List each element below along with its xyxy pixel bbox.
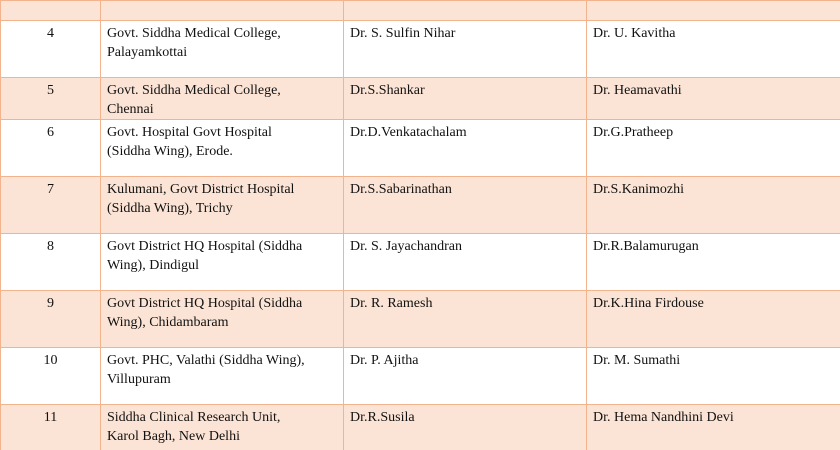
institution-line: Wing), Dindigul: [107, 258, 199, 273]
co-investigator-cell: [587, 291, 840, 348]
co-investigator-cell: [587, 405, 840, 450]
institution-line: (Siddha Wing), Erode.: [107, 144, 233, 159]
institution-line: Karol Bagh, New Delhi: [107, 429, 240, 444]
serial-number-cell: [1, 177, 101, 234]
institution-cell: [101, 120, 344, 177]
serial-number: 10: [43, 353, 58, 368]
investigator-name: Dr.S.Shankar: [350, 83, 425, 98]
investigator-name: Dr.D.Venkatachalam: [350, 125, 467, 140]
co-investigator-cell: [587, 21, 840, 78]
investigator-name: Dr.S.Sabarinathan: [350, 182, 452, 197]
table-row: [1, 177, 840, 234]
serial-number: 9: [47, 296, 54, 311]
institution-line: Govt. Siddha Medical College,: [107, 83, 281, 98]
investigator-name: Dr. S. Jayachandran: [350, 239, 462, 254]
investigator-name: Dr. P. Ajitha: [350, 353, 419, 368]
institution-line: Govt. Hospital Govt Hospital: [107, 125, 272, 140]
institution-line: (Siddha Wing), Trichy: [107, 201, 233, 216]
investigator-name: Dr. R. Ramesh: [350, 296, 433, 311]
co-investigator-name: Dr. U. Kavitha: [593, 26, 676, 41]
institution-line: Kulumani, Govt District Hospital: [107, 182, 295, 197]
serial-number: 8: [47, 239, 54, 254]
serial-number-cell: [1, 21, 101, 78]
table-cell: [587, 1, 840, 21]
investigator-cell: [344, 177, 587, 234]
serial-number-cell: [1, 78, 101, 120]
serial-number-cell: [1, 405, 101, 450]
investigator-cell: [344, 78, 587, 120]
institution-line: Siddha Clinical Research Unit,: [107, 410, 281, 425]
institution-line: Govt District HQ Hospital (Siddha: [107, 296, 303, 311]
co-investigator-cell: [587, 234, 840, 291]
institution-line: Govt. Siddha Medical College,: [107, 26, 281, 41]
co-investigator-name: Dr.G.Pratheep: [593, 125, 674, 140]
co-investigator-name: Dr.S.Kanimozhi: [593, 182, 684, 197]
institution-cell: [101, 234, 344, 291]
table-row: [1, 291, 840, 348]
institution-line: Wing), Chidambaram: [107, 315, 229, 330]
institution-cell: [101, 21, 344, 78]
serial-number-cell: [1, 234, 101, 291]
serial-number: 6: [47, 125, 54, 140]
investigator-cell: [344, 21, 587, 78]
co-investigator-cell: [587, 78, 840, 120]
table-row: [1, 405, 840, 450]
co-investigator-cell: [587, 120, 840, 177]
serial-number: 5: [47, 83, 54, 98]
table-row-partial: [1, 1, 840, 21]
investigator-cell: [344, 120, 587, 177]
institution-line: Chennai: [107, 102, 154, 117]
serial-number-cell: [1, 120, 101, 177]
table-row: [1, 21, 840, 78]
institution-cell: [101, 405, 344, 450]
table-cell: [101, 1, 344, 21]
table-cell: [344, 1, 587, 21]
institution-cell: [101, 348, 344, 405]
co-investigator-name: Dr. Hema Nandhini Devi: [593, 410, 734, 425]
co-investigator-name: Dr. M. Sumathi: [593, 353, 681, 368]
serial-number: 7: [47, 182, 54, 197]
institution-line: Govt District HQ Hospital (Siddha: [107, 239, 303, 254]
co-investigator-name: Dr. Heamavathi: [593, 83, 682, 98]
serial-number: 4: [47, 26, 54, 41]
institution-line: Villupuram: [107, 372, 171, 387]
institution-line: Govt. PHC, Valathi (Siddha Wing),: [107, 353, 305, 368]
serial-number-cell: [1, 348, 101, 405]
investigator-cell: [344, 348, 587, 405]
co-investigator-name: Dr.K.Hina Firdouse: [593, 296, 704, 311]
institution-cell: [101, 78, 344, 120]
table-row: [1, 234, 840, 291]
investigator-cell: [344, 291, 587, 348]
institution-cell: [101, 177, 344, 234]
institution-cell: [101, 291, 344, 348]
co-investigator-cell: [587, 348, 840, 405]
co-investigator-name: Dr.R.Balamurugan: [593, 239, 699, 254]
table-row: [1, 348, 840, 405]
investigator-cell: [344, 234, 587, 291]
investigator-cell: [344, 405, 587, 450]
co-investigator-cell: [587, 177, 840, 234]
serial-number-cell: [1, 291, 101, 348]
table-row: [1, 120, 840, 177]
investigator-name: Dr. S. Sulfin Nihar: [350, 26, 456, 41]
table-cell: [1, 1, 101, 21]
institution-line: Palayamkottai: [107, 45, 188, 60]
investigator-name: Dr.R.Susila: [350, 410, 415, 425]
serial-number: 11: [43, 410, 58, 425]
table-row: [1, 78, 840, 120]
